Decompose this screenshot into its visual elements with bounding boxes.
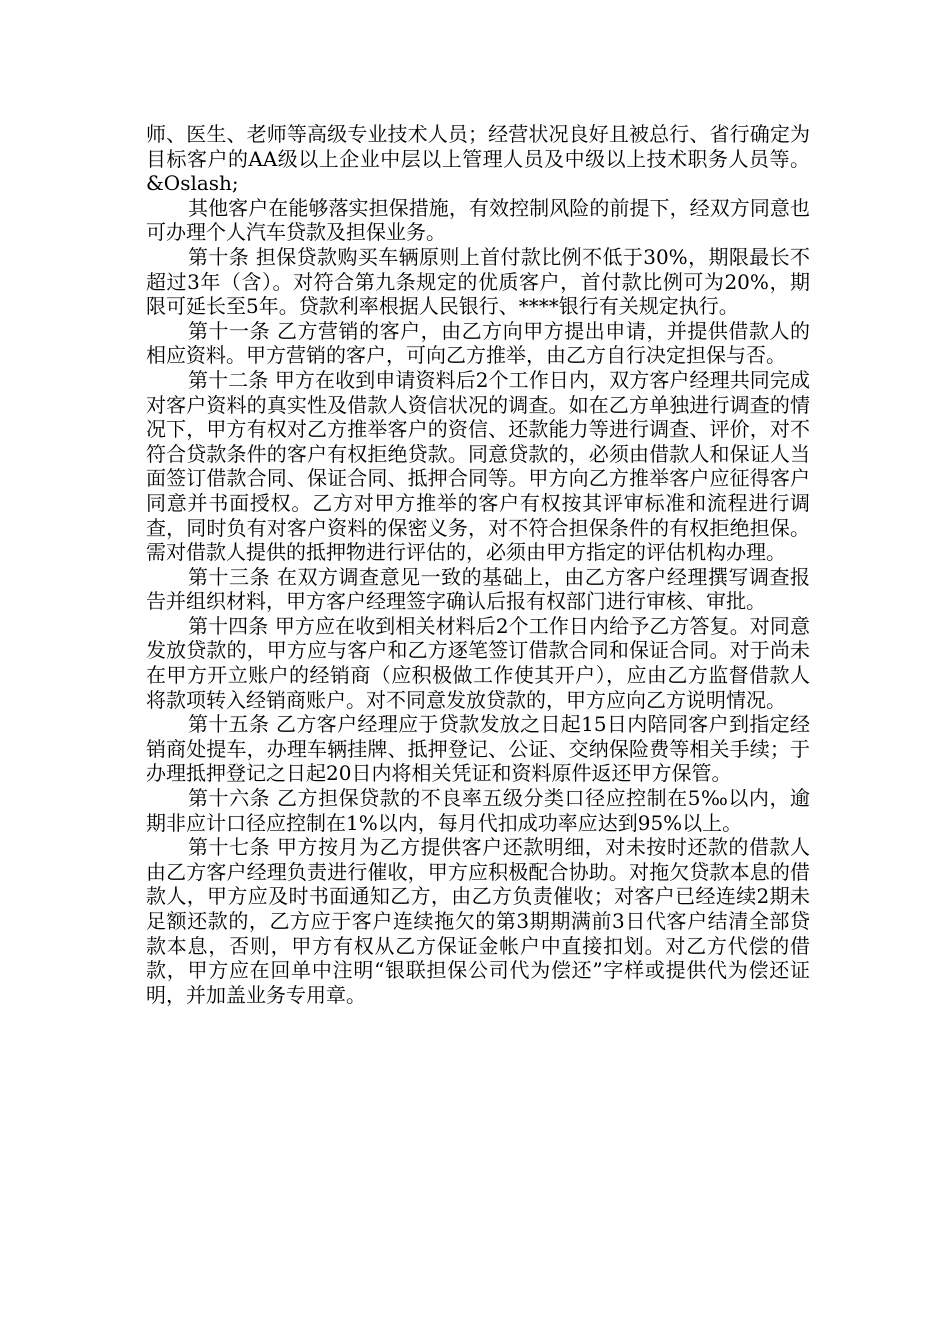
paragraph-article-14: 第十四条 甲方应在收到相关材料后2个工作日内给予乙方答复。对同意发放贷款的，甲方应与客户和乙方逐笔签订借款合同和保证合同。对于尚未在甲方开立账户的经销商（应积极做工作使其开户），应由乙方监督借款人将款项转入经销商账户。对不同意发放贷款的，甲方应向乙方说明情况。 bbox=[146, 613, 810, 712]
document-body bbox=[146, 122, 810, 1007]
paragraph-article-13: 第十三条 在双方调查意见一致的基础上，由乙方客户经理撰写调查报告并组织材料，甲方客户经理签字确认后报有权部门进行审核、审批。 bbox=[146, 564, 810, 614]
paragraph-article-10: 第十条 担保贷款购买车辆原则上首付款比例不低于30%，期限最长不超过3年（含）。对符合第九条规定的优质客户，首付款比例可为20%，期限可延长至5年。贷款利率根据人民银行、****银行有关规定执行。 bbox=[146, 244, 810, 319]
paragraph-article-11: 第十一条 乙方营销的客户，由乙方向甲方提出申请，并提供借款人的相应资料。甲方营销的客户，可向乙方推举，由乙方自行决定担保与否。 bbox=[146, 318, 810, 368]
paragraph-article-12: 第十二条 甲方在收到申请资料后2个工作日内，双方客户经理共同完成对客户资料的真实性及借款人资信状况的调查。如在乙方单独进行调查的情况下，甲方有权对乙方推举客户的资信、还款能力等进行调查、评价，对不符合贷款条件的客户有权拒绝贷款。同意贷款的，必须由借款人和保证人当面签订借款合同、保证合同、抵押合同等。甲方向乙方推举客户应征得客户同意并书面授权。乙方对甲方推举的客户有权按其评审标准和流程进行调查，同时负有对客户资料的保密义务，对不符合担保条件的有权拒绝担保。需对借款人提供的抵押物进行评估的，必须由甲方指定的评估机构办理。 bbox=[146, 367, 810, 565]
paragraph-continuation: 师、医生、老师等高级专业技术人员；经营状况良好且被总行、省行确定为目标客户的AA级以上企业中层以上管理人员及中级以上技术职务人员等。&Oslash; bbox=[146, 122, 810, 196]
paragraph-article-17: 第十七条 甲方按月为乙方提供客户还款明细，对未按时还款的借款人由乙方客户经理负责进行催收，甲方应积极配合协助。对拖欠贷款本息的借款人，甲方应及时书面通知乙方，由乙方负责催收；对客户已经连续2期未足额还款的，乙方应于客户连续拖欠的第3期期满前3日代客户结清全部贷款本息，否则，甲方有权从乙方保证金帐户中直接扣划。对乙方代偿的借款，甲方应在回单中注明“银联担保公司代为偿还”字样或提供代为偿还证明，并加盖业务专用章。 bbox=[146, 835, 810, 1007]
paragraph-article-15: 第十五条 乙方客户经理应于贷款发放之日起15日内陪同客户到指定经销商处提车，办理车辆挂牌、抵押登记、公证、交纳保险费等相关手续；于办理抵押登记之日起20日内将相关凭证和资料原件返还甲方保管。 bbox=[146, 712, 810, 786]
paragraph-other-clients: 其他客户在能够落实担保措施，有效控制风险的前提下，经双方同意也可办理个人汽车贷款及担保业务。 bbox=[146, 195, 810, 245]
paragraph-article-16: 第十六条 乙方担保贷款的不良率五级分类口径应控制在5‰以内，逾期非应计口径应控制在1%以内，每月代扣成功率应达到95%以上。 bbox=[146, 786, 810, 835]
